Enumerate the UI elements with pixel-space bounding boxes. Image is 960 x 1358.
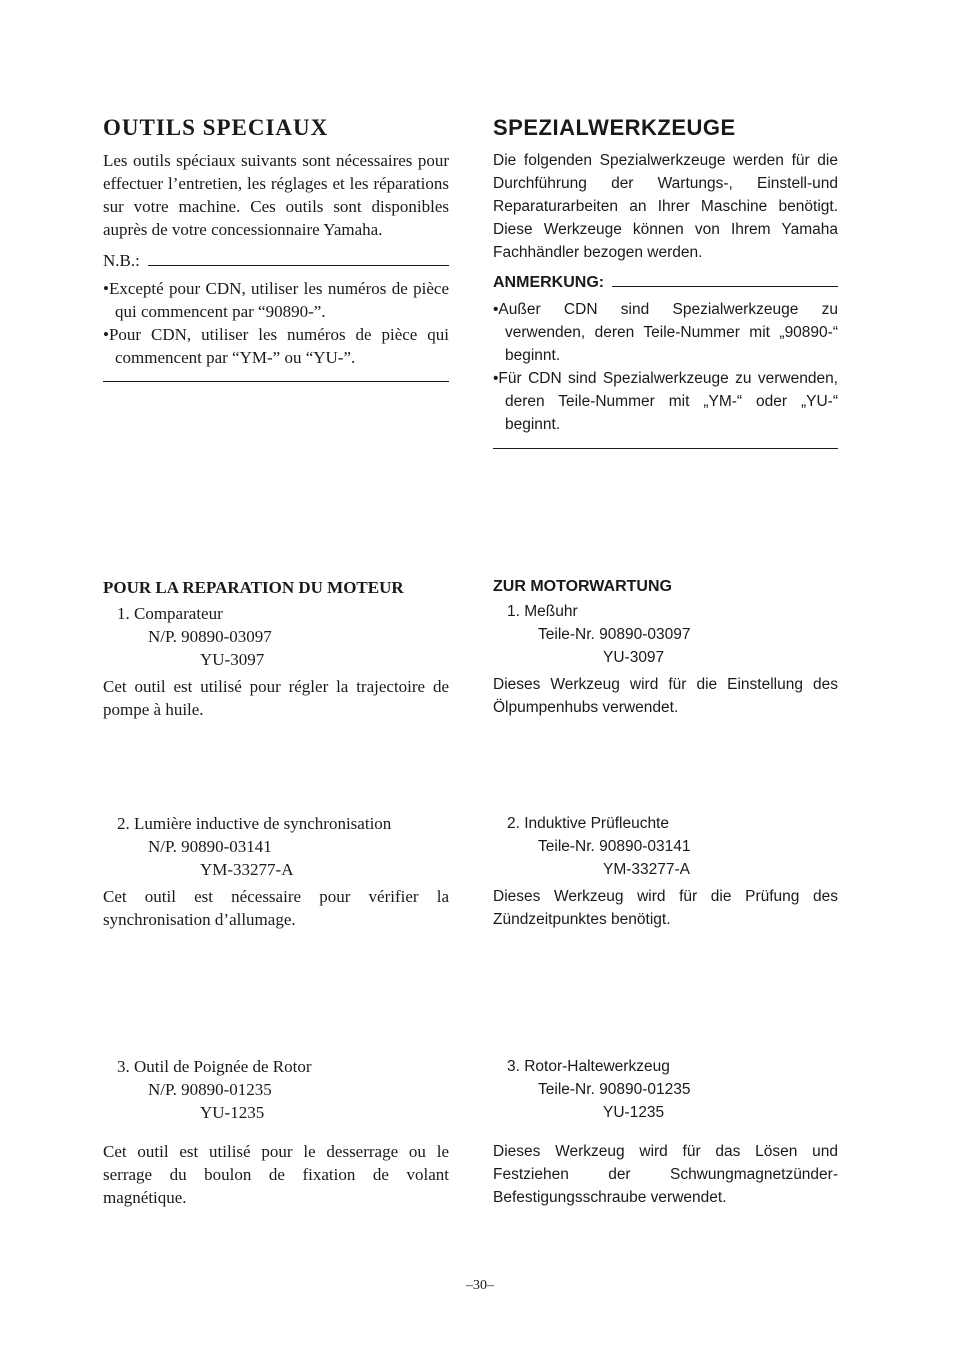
tool-description: Cet outil est nécessaire pour vérifier la synchronisation d’allumage. (103, 887, 449, 929)
tool-alt-number: YU-3097 (200, 650, 265, 669)
note-list-de (493, 298, 838, 436)
note-item-de: •Außer CDN sind Spezialwerkzeuge zu verwenden, deren Teile-Nummer mit „90890-“ beginnt. (493, 301, 838, 364)
intro-section-de (493, 115, 838, 449)
tool-alt-number: YU-1235 (200, 1103, 265, 1122)
tool-3-de (493, 1055, 838, 1209)
tool-3-fr (103, 1055, 449, 1209)
tool-2-de (493, 812, 838, 931)
tool-description: Cet outil est utilisé pour régler la trajectoire de pompe à huile. (103, 677, 449, 719)
tool-title: 3. Outil de Poignée de Rotor (117, 1057, 312, 1076)
tool-part-number: Teile-Nr. 90890-03097 (538, 626, 691, 643)
section-heading-de: SPEZIALWERKZEUGE (493, 115, 736, 140)
note-rule-fr (148, 265, 449, 266)
note-list-fr (103, 277, 449, 369)
tool-part-number: N/P. 90890-03097 (148, 627, 272, 646)
subsection-heading-de: ZUR MOTORWARTUNG (493, 578, 672, 595)
tool-alt-number: YU-1235 (603, 1104, 665, 1121)
note-end-rule-fr (103, 381, 449, 382)
intro-section-fr (103, 115, 449, 382)
tool-1-fr (103, 578, 449, 721)
note-header-de (493, 274, 838, 292)
tool-title: 2. Induktive Prüfleuchte (507, 815, 669, 832)
tool-description: Cet outil est utilisé pour le desserrage ou le serrage du boulon de fixation de volant magnétique. (103, 1142, 449, 1207)
note-item-de: •Für CDN sind Spezialwerkzeuge zu verwenden, deren Teile-Nummer mit „YM-“ oder „YU-“ beginnt. (493, 370, 838, 433)
page-number: –30– (466, 1278, 494, 1293)
note-header-fr (103, 251, 449, 271)
tool-alt-number: YM-33277-A (200, 860, 294, 879)
tool-alt-number: YU-3097 (603, 649, 665, 666)
intro-text-fr: Les outils spéciaux suivants sont nécessaires pour effectuer l’entretien, les réglages et les réparations sur votre machine. Ces outils sont disponibles auprès de votre concessionnaire Yamaha. (103, 151, 449, 239)
tool-title: 1. Comparateur (117, 604, 223, 623)
tool-title: 1. Meßuhr (507, 603, 578, 620)
note-end-rule-de (493, 448, 838, 449)
tool-description: Dieses Werkzeug wird für das Lösen und Festziehen der Schwungmagnetzünder-Befestigungsschraube verwendet. (493, 1143, 838, 1206)
section-heading-fr: OUTILS SPECIAUX (103, 115, 329, 140)
note-label-fr: N.B.: (103, 251, 140, 270)
tool-2-fr (103, 812, 449, 931)
tool-title: 2. Lumière inductive de synchronisation (117, 814, 392, 833)
tool-1-de (493, 578, 838, 719)
note-item-fr: •Excepté pour CDN, utiliser les numéros de pièce qui commencent par “90890-”. (103, 279, 449, 321)
note-rule-de (612, 286, 838, 287)
tool-part-number: Teile-Nr. 90890-03141 (538, 838, 691, 855)
tool-part-number: N/P. 90890-03141 (148, 837, 272, 856)
note-label-de: ANMERKUNG: (493, 274, 605, 291)
note-item-fr: •Pour CDN, utiliser les numéros de pièce qui commencent par “YM-” ou “YU-”. (103, 325, 449, 367)
tool-part-number: N/P. 90890-01235 (148, 1080, 272, 1099)
tool-description: Dieses Werkzeug wird für die Prüfung des Zündzeitpunktes benötigt. (493, 888, 838, 928)
tool-part-number: Teile-Nr. 90890-01235 (538, 1081, 691, 1098)
subsection-heading-fr: POUR LA REPARATION DU MOTEUR (103, 578, 404, 597)
tool-alt-number: YM-33277-A (603, 861, 691, 878)
tool-description: Dieses Werkzeug wird für die Einstellung des Ölpumpenhubs verwendet. (493, 676, 838, 716)
intro-text-de: Die folgenden Spezialwerkzeuge werden für die Durchführung der Wartungs-, Einstell-und Reparaturarbeiten an Ihrer Maschine benötigt. Diese Werkzeuge können von Ihrem Yamaha Fachhändler bezogen werden. (493, 152, 838, 261)
tool-title: 3. Rotor-Haltewerkzeug (507, 1058, 670, 1075)
